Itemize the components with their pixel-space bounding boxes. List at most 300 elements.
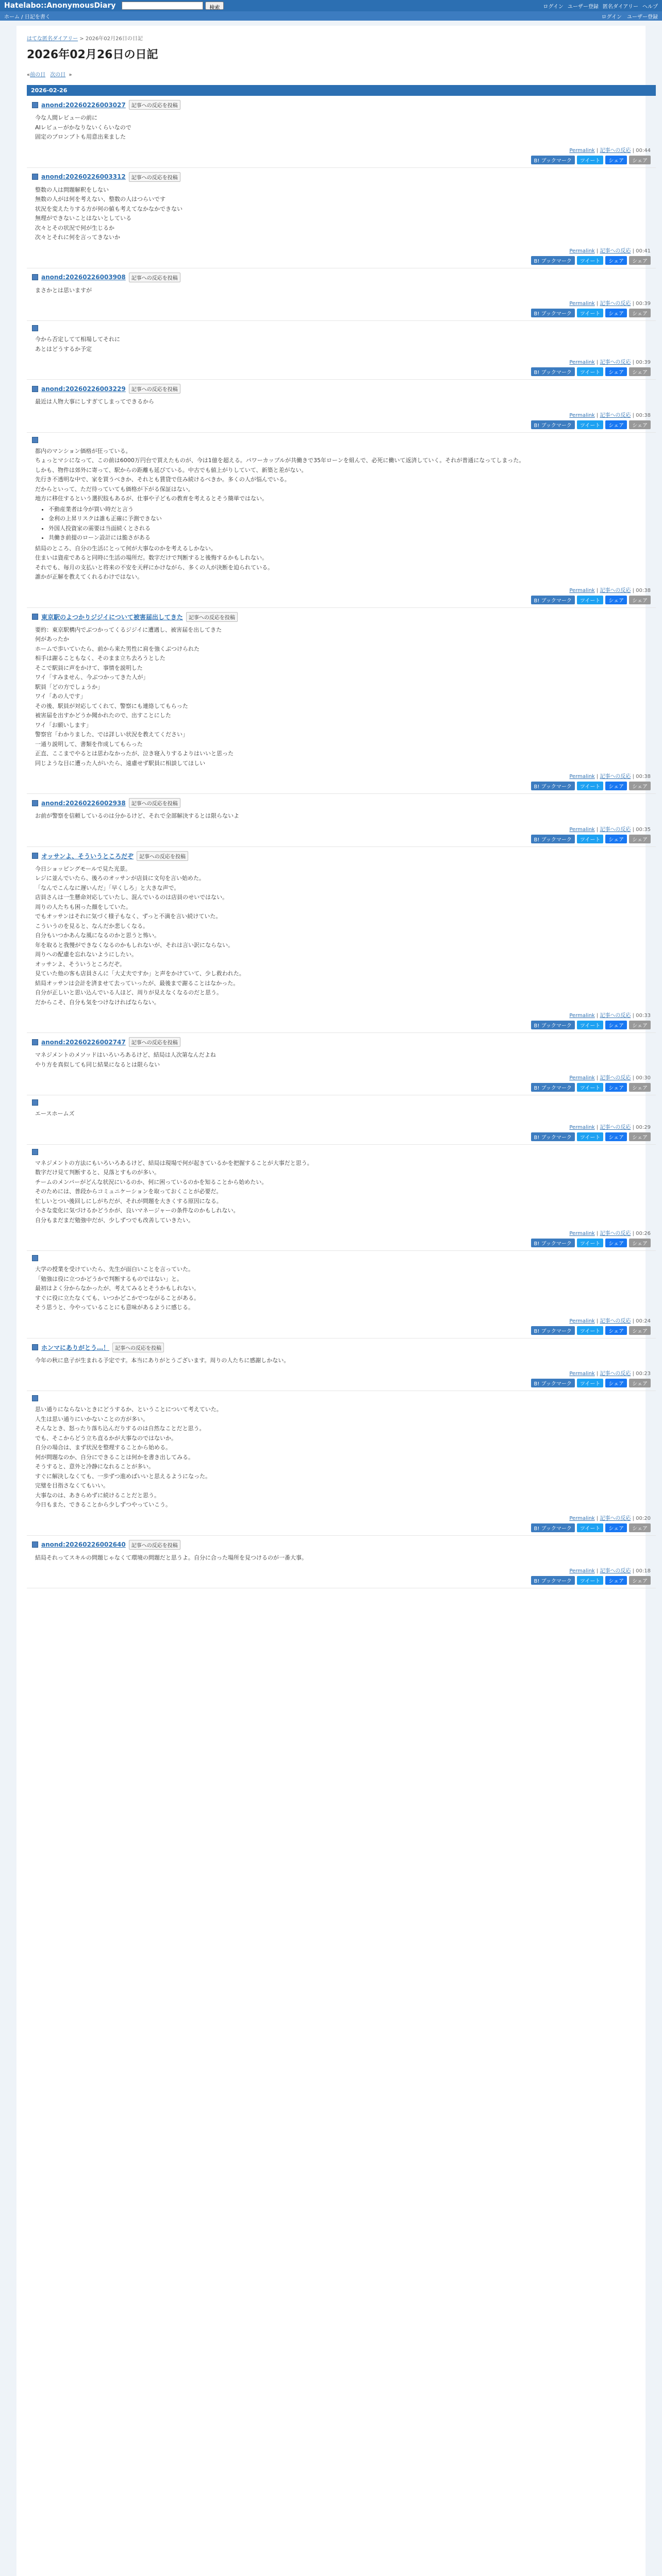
entry-meta (32, 146, 651, 154)
search-button[interactable]: 検索 (205, 2, 224, 10)
entry-square-icon[interactable] (32, 386, 38, 392)
entry-actions (32, 156, 651, 164)
reactions-link[interactable]: 記事への反応 (600, 1371, 631, 1377)
facebook-share-button[interactable]: シェア (605, 596, 627, 604)
reactions-link[interactable]: 記事への反応 (600, 1013, 631, 1019)
top-header (0, 0, 662, 11)
entry-body (32, 335, 651, 353)
entry-line: だからといって、ただ待っていても価格が下がる保証はない。 (35, 485, 194, 493)
entry-line: でもオッサンはそれに気づく様子もなく、ずっと不満を言い続けていた。 (35, 913, 222, 920)
bookmark-button[interactable]: B! ブックマーク (531, 1576, 575, 1585)
entry-line: ワイ「すみません、今ぶつかってきた人が」 (35, 674, 149, 681)
meta-sep: | (594, 1371, 600, 1377)
entry-body (32, 1051, 651, 1069)
entry-line: 最初はよく分からなかったが、考えてみるとそうかもしれない。 (35, 1285, 200, 1292)
entry-line: 何が問題なのか、自分にできることは何かを書き出してみる。 (35, 1453, 194, 1461)
bookmark-button[interactable]: B! ブックマーク (531, 309, 575, 317)
entry-title[interactable]: anond:20260226003027 (41, 101, 126, 109)
entry-square-icon[interactable] (32, 1255, 38, 1261)
bullet-item: • 不動産業者は今が買い時だと言う (48, 505, 651, 514)
entry-square-icon[interactable] (32, 1099, 38, 1106)
entry-line: しかも、物件は郊外に寄って、駅からの距離も延びている。中古でも値上がりしていて、新築と差がない。 (35, 466, 307, 473)
reactions-link[interactable]: 記事への反応 (600, 248, 631, 254)
tweet-button[interactable]: ツイート (577, 420, 604, 429)
entry-title-row (32, 172, 651, 182)
entry-line: 自分もまだまだ勉強中だが、少しずつでも改善していきたい。 (35, 1216, 194, 1224)
entry-line: 同じような目に遭った人がいたら、遠慮せず駅員に相談してほしい (35, 759, 205, 767)
entry-square-icon[interactable] (32, 102, 38, 108)
share-button[interactable]: シェア (629, 309, 651, 317)
entry-title-row (32, 798, 651, 808)
entry-time: 00:35 (636, 826, 651, 833)
entry-title[interactable]: anond:20260226002640 (41, 1541, 126, 1548)
entry-meta (32, 1123, 651, 1130)
share-button[interactable]: シェア (629, 1021, 651, 1029)
permalink-link[interactable]: Permalink (569, 1075, 595, 1081)
entry (27, 433, 656, 608)
entry-meta (32, 1316, 651, 1324)
entry-line: 一通り説明して、書類を作成してもらった (35, 740, 143, 748)
permalink-link[interactable]: Permalink (569, 360, 595, 365)
entry-list (27, 96, 656, 1588)
entry-square-icon[interactable] (32, 325, 38, 331)
respond-button[interactable]: 記事への反応を投稿 (129, 172, 180, 182)
entry-time: 00:38 (636, 774, 651, 779)
permalink-link[interactable]: Permalink (569, 1515, 595, 1521)
entry-square-icon[interactable] (32, 1039, 38, 1045)
share-button[interactable]: シェア (629, 156, 651, 164)
entry (27, 321, 656, 380)
entry-actions (32, 1083, 651, 1092)
entry-title[interactable]: 東京駅のよつかりジジイについて被害届出してきた (41, 613, 183, 621)
share-button[interactable]: シェア (629, 1379, 651, 1387)
facebook-share-button[interactable]: シェア (605, 256, 627, 265)
subbar-left[interactable]: ホーム / 日記を書く (4, 14, 51, 20)
respond-button[interactable]: 記事への反応を投稿 (186, 612, 238, 622)
facebook-share-button[interactable]: シェア (605, 1021, 627, 1029)
entry-meta (32, 411, 651, 418)
entry-line: だからこそ、自分も気をつけなければならない。 (35, 998, 160, 1006)
entry-line: 最近は人物大事にしすぎてしまってできるから (35, 398, 154, 405)
meta-sep: | (594, 147, 600, 154)
bookmark-button[interactable]: B! ブックマーク (531, 1021, 575, 1029)
entry-line: 先行き不透明な中で、家を買うべきか、それとも賃貸で住み続けるべきか。多くの人が悩んでいる。 (35, 476, 290, 483)
entry (27, 608, 656, 794)
entry-line: 結局のところ、自分の生活にとって何が大事なのかを考えるしかない。 (35, 545, 217, 552)
entry-line: 自分が正しいと思い込んでいる人ほど、周りが見えなくなるのだと思う。 (35, 989, 222, 996)
meta-sep: | (594, 1075, 600, 1081)
meta-sep: | (631, 301, 636, 307)
entry-title-row (32, 1540, 651, 1550)
prev-day-link[interactable]: 前の日 (30, 72, 46, 78)
entry-body (32, 865, 651, 1007)
respond-button[interactable]: 記事への反応を投稿 (129, 798, 180, 808)
entry-line: 都内のマンション価格が狂っている。 (35, 447, 131, 454)
share-button[interactable]: シェア (629, 367, 651, 376)
entry-actions (32, 1326, 651, 1335)
entry-line: 思い通りにならないときにどうするか、ということについて考えていた。 (35, 1406, 222, 1413)
entry-meta (32, 1566, 651, 1574)
reactions-link[interactable]: 記事への反応 (600, 587, 631, 594)
reactions-link[interactable]: 記事への反応 (600, 412, 631, 418)
permalink-link[interactable]: Permalink (569, 1318, 595, 1324)
facebook-share-button[interactable]: シェア (605, 1083, 627, 1092)
facebook-share-button[interactable]: シェア (605, 782, 627, 790)
tweet-button[interactable]: ツイート (577, 1523, 604, 1532)
entry-line: 誰かが正解を教えてくれるわけではない。 (35, 573, 143, 580)
share-button[interactable]: シェア (629, 835, 651, 843)
entry-line: レジに並んでいたら、後ろのオッサンが店員に文句を言い始めた。 (35, 875, 205, 882)
entry-actions (32, 256, 651, 265)
reactions-link[interactable]: 記事への反応 (600, 301, 631, 307)
entry-actions (32, 596, 651, 604)
entry-line: 忙しいとつい後回しにしがちだが、それが問題を大きくする原因になる。 (35, 1197, 222, 1205)
entry-line: そう思うと、今やっていることにも意味があるように感じる。 (35, 1304, 194, 1311)
permalink-link[interactable]: Permalink (569, 826, 595, 833)
entry-line: 周りの人たちも困った顔をしていた。 (35, 903, 131, 910)
bookmark-button[interactable]: B! ブックマーク (531, 835, 575, 843)
reactions-link[interactable]: 記事への反応 (600, 147, 631, 154)
share-button[interactable]: シェア (629, 1326, 651, 1335)
bookmark-button[interactable]: B! ブックマーク (531, 1083, 575, 1092)
respond-button[interactable]: 記事への反応を投稿 (112, 1343, 164, 1352)
reactions-link[interactable]: 記事への反応 (600, 360, 631, 365)
entry (27, 1536, 656, 1589)
entry-line: 地方に移住するという選択肢もあるが、仕事や子どもの教育を考えるとそう簡単ではない。 (35, 495, 268, 502)
entry-square-icon[interactable] (32, 1541, 38, 1548)
bookmark-button[interactable]: B! ブックマーク (531, 367, 575, 376)
bookmark-button[interactable]: B! ブックマーク (531, 1239, 575, 1247)
facebook-share-button[interactable]: シェア (605, 156, 627, 164)
next-day-link[interactable]: 次の日 (50, 72, 66, 78)
pager-next-arrow: » (69, 72, 72, 78)
entry-time: 00:41 (636, 248, 651, 254)
tweet-button[interactable]: ツイート (577, 1326, 604, 1335)
permalink-link[interactable]: Permalink (569, 1371, 595, 1377)
meta-sep: | (594, 1013, 600, 1019)
entry-title[interactable]: anond:20260226002938 (41, 799, 126, 807)
permalink-link[interactable]: Permalink (569, 248, 595, 254)
breadcrumb-root[interactable]: はてな匿名ダイアリー (27, 36, 78, 42)
entry-line: 自分もいつかあんな風になるのかと思うと怖い。 (35, 932, 160, 939)
subbar-register[interactable]: ユーザー登録 (627, 14, 658, 20)
entry-line: こういうのを見ると、なんだか悲しくなる。 (35, 922, 148, 929)
share-button[interactable]: シェア (629, 1239, 651, 1247)
facebook-share-button[interactable]: シェア (605, 420, 627, 429)
entry-line: それでも、毎月の支払いと将来の不安を天秤にかけながら、多くの人が決断を迫られている。 (35, 564, 273, 571)
subbar-login[interactable]: ログイン (601, 14, 622, 20)
tweet-button[interactable]: ツイート (577, 156, 604, 164)
entry-title-row (32, 100, 651, 110)
reactions-link[interactable]: 記事への反応 (600, 1318, 631, 1324)
entry-title[interactable]: anond:20260226003908 (41, 274, 126, 281)
tweet-button[interactable]: ツイート (577, 835, 604, 843)
sub-header (0, 11, 662, 21)
share-button[interactable]: シェア (629, 1523, 651, 1532)
entry-square-icon[interactable] (32, 1344, 38, 1350)
diary-link[interactable]: 匿名ダイアリー (602, 4, 638, 10)
site-logo[interactable]: Hatelabo::AnonymousDiary (4, 2, 116, 10)
bookmark-button[interactable]: B! ブックマーク (531, 1132, 575, 1141)
share-button[interactable]: シェア (629, 256, 651, 265)
entry-line: 完璧を目指さなくてもいい。 (35, 1482, 109, 1489)
respond-button[interactable]: 記事への反応を投稿 (129, 1037, 180, 1047)
login-link[interactable]: ログイン (543, 4, 564, 10)
bookmark-button[interactable]: B! ブックマーク (531, 420, 575, 429)
facebook-share-button[interactable]: シェア (605, 309, 627, 317)
entry-title-row (32, 1255, 651, 1261)
entry-meta (32, 358, 651, 365)
share-button[interactable]: シェア (629, 596, 651, 604)
entry-line: 次々とそれに何を言ってきないか (35, 234, 120, 241)
entry-line: あとはどうするか予定 (35, 345, 92, 352)
entry-title-row (32, 851, 651, 861)
meta-sep: | (594, 1318, 600, 1324)
reactions-link[interactable]: 記事への反応 (600, 1075, 631, 1081)
help-link[interactable]: ヘルプ (642, 4, 658, 10)
entry-line: 結局オッサンは会計を済ませて去っていったが、最後まで謝ることはなかった。 (35, 979, 239, 987)
entry-body (32, 812, 651, 821)
entry-square-icon[interactable] (32, 174, 38, 180)
entry-body (32, 186, 651, 242)
entry-title[interactable]: ホンマにありがとう…！ (41, 1344, 110, 1351)
entry-line: 無理ができないことはないとしている (35, 215, 131, 222)
day-header: 2026-02-26 (27, 85, 656, 96)
bookmark-button[interactable]: B! ブックマーク (531, 1326, 575, 1335)
entry-line: 結局それってスキルの問題じゃなくて環境の問題だと思うよ。自分に合った場所を見つけるのが一番大事。 (35, 1554, 307, 1561)
meta-sep: | (631, 1013, 636, 1019)
permalink-link[interactable]: Permalink (569, 301, 595, 307)
entry-title-row (32, 437, 651, 443)
entry-time: 00:38 (636, 587, 651, 594)
tweet-button[interactable]: ツイート (577, 1021, 604, 1029)
tweet-button[interactable]: ツイート (577, 367, 604, 376)
entry-line: 大学の授業を受けていたら、先生が面白いことを言っていた。 (35, 1266, 194, 1273)
reactions-link[interactable]: 記事への反応 (600, 774, 631, 779)
meta-sep: | (594, 774, 600, 779)
entry-line: 駅員「どの方でしょうか」 (35, 683, 103, 690)
entry-square-icon[interactable] (32, 800, 38, 806)
entry-body (32, 1110, 651, 1118)
entry-meta (32, 1073, 651, 1081)
entry (27, 847, 656, 1033)
meta-sep: | (631, 147, 636, 154)
entry-title[interactable]: オッサンよ、そういうところだぞ (41, 852, 134, 860)
meta-sep: | (631, 248, 636, 254)
share-button[interactable]: シェア (629, 782, 651, 790)
permalink-link[interactable]: Permalink (569, 587, 595, 594)
entry-line: すぐに役に立たなくても、いつかどこかでつながることがある。 (35, 1294, 200, 1301)
entry-square-icon[interactable] (32, 853, 38, 859)
tweet-button[interactable]: ツイート (577, 256, 604, 265)
entry-body (32, 1405, 651, 1510)
entry-line: 今日もまた、できることから少しずつやっていこう。 (35, 1501, 171, 1508)
respond-button[interactable]: 記事への反応を投稿 (129, 384, 180, 394)
pager-prev-arrow: « (27, 72, 30, 78)
share-button[interactable]: シェア (629, 1132, 651, 1141)
entry-line: 今日ショッピングモールで見た光景。 (35, 865, 131, 872)
entry-line: ちょっとマシになって、この前は6000万円台で買えたものが、今は1億を超える。パワーカップルが共働きで35年ローンを組んで、必死に働いて返済していく。それが普通になってしまった。 (35, 457, 525, 464)
entry-title[interactable]: anond:20260226003312 (41, 173, 126, 180)
entry-square-icon[interactable] (32, 1395, 38, 1401)
permalink-link[interactable]: Permalink (569, 1568, 595, 1574)
permalink-link[interactable]: Permalink (569, 1231, 595, 1236)
bookmark-button[interactable]: B! ブックマーク (531, 156, 575, 164)
entry-time: 00:38 (636, 412, 651, 418)
reactions-link[interactable]: 記事への反応 (600, 1231, 631, 1236)
entry-line: 店員さんは一生懸命対応していたし、混んでいるのは店員のせいではない。 (35, 894, 228, 901)
entry-title[interactable]: anond:20260226002747 (41, 1038, 126, 1046)
bookmark-button[interactable]: B! ブックマーク (531, 1523, 575, 1532)
entry-square-icon[interactable] (32, 437, 38, 443)
entry (27, 1391, 656, 1536)
entry (27, 268, 656, 321)
entry-square-icon[interactable] (32, 1149, 38, 1155)
entry (27, 1095, 656, 1145)
entry-line: まさかとは思いますが (35, 286, 92, 294)
tweet-button[interactable]: ツイート (577, 1132, 604, 1141)
entry-body (32, 114, 651, 142)
entry-line: でも、そこからどう立ち直るかが大事なのではないか。 (35, 1434, 177, 1442)
facebook-share-button[interactable]: シェア (605, 1326, 627, 1335)
entry-line: 「なんでこんなに遅いんだ」「早くしろ」と大きな声で。 (35, 884, 180, 891)
meta-sep: | (631, 1568, 636, 1574)
entry-line: 無数の人がは何を考えない、整数の人はつらいです (35, 196, 166, 202)
respond-button[interactable]: 記事への反応を投稿 (129, 273, 180, 282)
breadcrumb (27, 34, 635, 42)
entry-line: 年を取ると我慢ができなくなるのかもしれないが、それは言い訳にならない。 (35, 941, 234, 948)
facebook-share-button[interactable]: シェア (605, 367, 627, 376)
entry-line: 今から否定してて相場してそれに (35, 336, 120, 343)
meta-sep: | (631, 412, 636, 418)
tweet-button[interactable]: ツイート (577, 1379, 604, 1387)
permalink-link[interactable]: Permalink (569, 1124, 595, 1130)
day-pager (27, 70, 635, 78)
entry-line: 整数の人は問題解釈をしない (35, 186, 109, 193)
entry-title-row (32, 1395, 651, 1401)
share-button[interactable]: シェア (629, 1083, 651, 1092)
entry-line: エースホームズ (35, 1110, 75, 1117)
facebook-share-button[interactable]: シェア (605, 1379, 627, 1387)
share-button[interactable]: シェア (629, 420, 651, 429)
register-link[interactable]: ユーザー登録 (567, 4, 599, 10)
entry-actions (32, 1132, 651, 1141)
reactions-link[interactable]: 記事への反応 (600, 1568, 631, 1574)
entry-line: そこで駅員に声をかけて、事情を説明した (35, 664, 143, 671)
entry-actions (32, 1523, 651, 1532)
entry-line: 見ていた他の客も店員さんに「大丈夫ですか」と声をかけていて、少し救われた。 (35, 970, 245, 977)
facebook-share-button[interactable]: シェア (605, 1239, 627, 1247)
entry-square-icon[interactable] (32, 614, 38, 620)
permalink-link[interactable]: Permalink (569, 774, 595, 779)
tweet-button[interactable]: ツイート (577, 1576, 604, 1585)
entry-line: すぐに解決しなくても、一歩ずつ進めばいいと思えるようになった。 (35, 1472, 211, 1480)
bookmark-button[interactable]: B! ブックマーク (531, 1379, 575, 1387)
tweet-button[interactable]: ツイート (577, 1083, 604, 1092)
meta-sep: | (631, 1075, 636, 1081)
entry-line: 状況を変えたりする方が何の値も考えてなかなかできない (35, 205, 183, 212)
entry (27, 1251, 656, 1338)
entry-meta (32, 1011, 651, 1019)
entry-time: 00:24 (636, 1318, 651, 1324)
entry (27, 96, 656, 168)
tweet-button[interactable]: ツイート (577, 782, 604, 790)
bookmark-button[interactable]: B! ブックマーク (531, 782, 575, 790)
meta-sep: | (631, 826, 636, 833)
entry-body (32, 398, 651, 406)
entry-square-icon[interactable] (32, 274, 38, 280)
facebook-share-button[interactable]: シェア (605, 1132, 627, 1141)
facebook-share-button[interactable]: シェア (605, 1576, 627, 1585)
meta-sep: | (594, 412, 600, 418)
bookmark-button[interactable]: B! ブックマーク (531, 596, 575, 604)
bookmark-button[interactable]: B! ブックマーク (531, 256, 575, 265)
tweet-button[interactable]: ツイート (577, 1239, 604, 1247)
entry-actions (32, 367, 651, 376)
subbar-right (602, 12, 658, 20)
entry-title[interactable]: anond:20260226003229 (41, 385, 126, 393)
entry-line: 自分の場合は、まず状況を整理することから始める。 (35, 1444, 171, 1451)
entry-actions (32, 1021, 651, 1029)
entry-bullets (48, 505, 651, 543)
permalink-link[interactable]: Permalink (569, 412, 595, 418)
search-box (122, 2, 224, 10)
permalink-link[interactable]: Permalink (569, 1013, 595, 1019)
entry-line: やり方を真似しても同じ結果になるとは限らない (35, 1061, 160, 1068)
share-button[interactable]: シェア (629, 1576, 651, 1585)
entry-body (32, 1265, 651, 1312)
bullet-item: • 外国人投資家の需要は当面続くとされる (48, 524, 651, 533)
entry-time: 00:26 (636, 1231, 651, 1236)
entry-body (32, 1357, 651, 1365)
tweet-button[interactable]: ツイート (577, 309, 604, 317)
entry-line: 数字だけ見て判断すると、見落とすものが多い。 (35, 1169, 160, 1176)
respond-button[interactable]: 記事への反応を投稿 (129, 100, 180, 110)
facebook-share-button[interactable]: シェア (605, 1523, 627, 1532)
respond-button[interactable]: 記事への反応を投稿 (137, 851, 188, 861)
entry-title-row (32, 612, 651, 622)
search-input[interactable] (122, 2, 203, 10)
entry-line: 住まいは資産であると同時に生活の場所だ。数字だけで判断すると後悔するかもしれない。 (35, 554, 268, 561)
entry-body (32, 626, 651, 768)
reactions-link[interactable]: 記事への反応 (600, 826, 631, 833)
reactions-link[interactable]: 記事への反応 (600, 1124, 631, 1130)
entry-time: 00:39 (636, 360, 651, 365)
meta-sep: | (594, 1568, 600, 1574)
entry-line: その後、駅員が対応してくれて、警察にも連絡してもらった (35, 702, 188, 709)
entry-time: 00:20 (636, 1515, 651, 1521)
entry-line: お前が警察を信頼しているのは分かるけど、それで全部解決するとは限らないよ (35, 812, 239, 819)
entry (27, 794, 656, 847)
entry-meta (32, 825, 651, 833)
meta-sep: | (631, 1318, 636, 1324)
entry-body (32, 1159, 651, 1225)
tweet-button[interactable]: ツイート (577, 596, 604, 604)
facebook-share-button[interactable]: シェア (605, 835, 627, 843)
entry-line: そんなとき、怒ったり落ち込んだりするのは自然なことだと思う。 (35, 1425, 205, 1432)
entry-line: 人生は思い通りにいかないことの方が多い。 (35, 1415, 148, 1422)
meta-sep: | (631, 360, 636, 365)
permalink-link[interactable]: Permalink (569, 147, 595, 154)
reactions-link[interactable]: 記事への反応 (600, 1515, 631, 1521)
entry-actions (32, 309, 651, 317)
meta-sep: | (631, 1124, 636, 1130)
entry-line: チームのメンバーがどんな状況にいるのか、何に困っているのかを知ることから始めたい。 (35, 1178, 268, 1185)
bullet-item: • 共働き前提のローン設計には脆さがある (48, 534, 651, 543)
entry (27, 1033, 656, 1095)
respond-button[interactable]: 記事への反応を投稿 (129, 1540, 180, 1550)
entry-meta (32, 772, 651, 779)
